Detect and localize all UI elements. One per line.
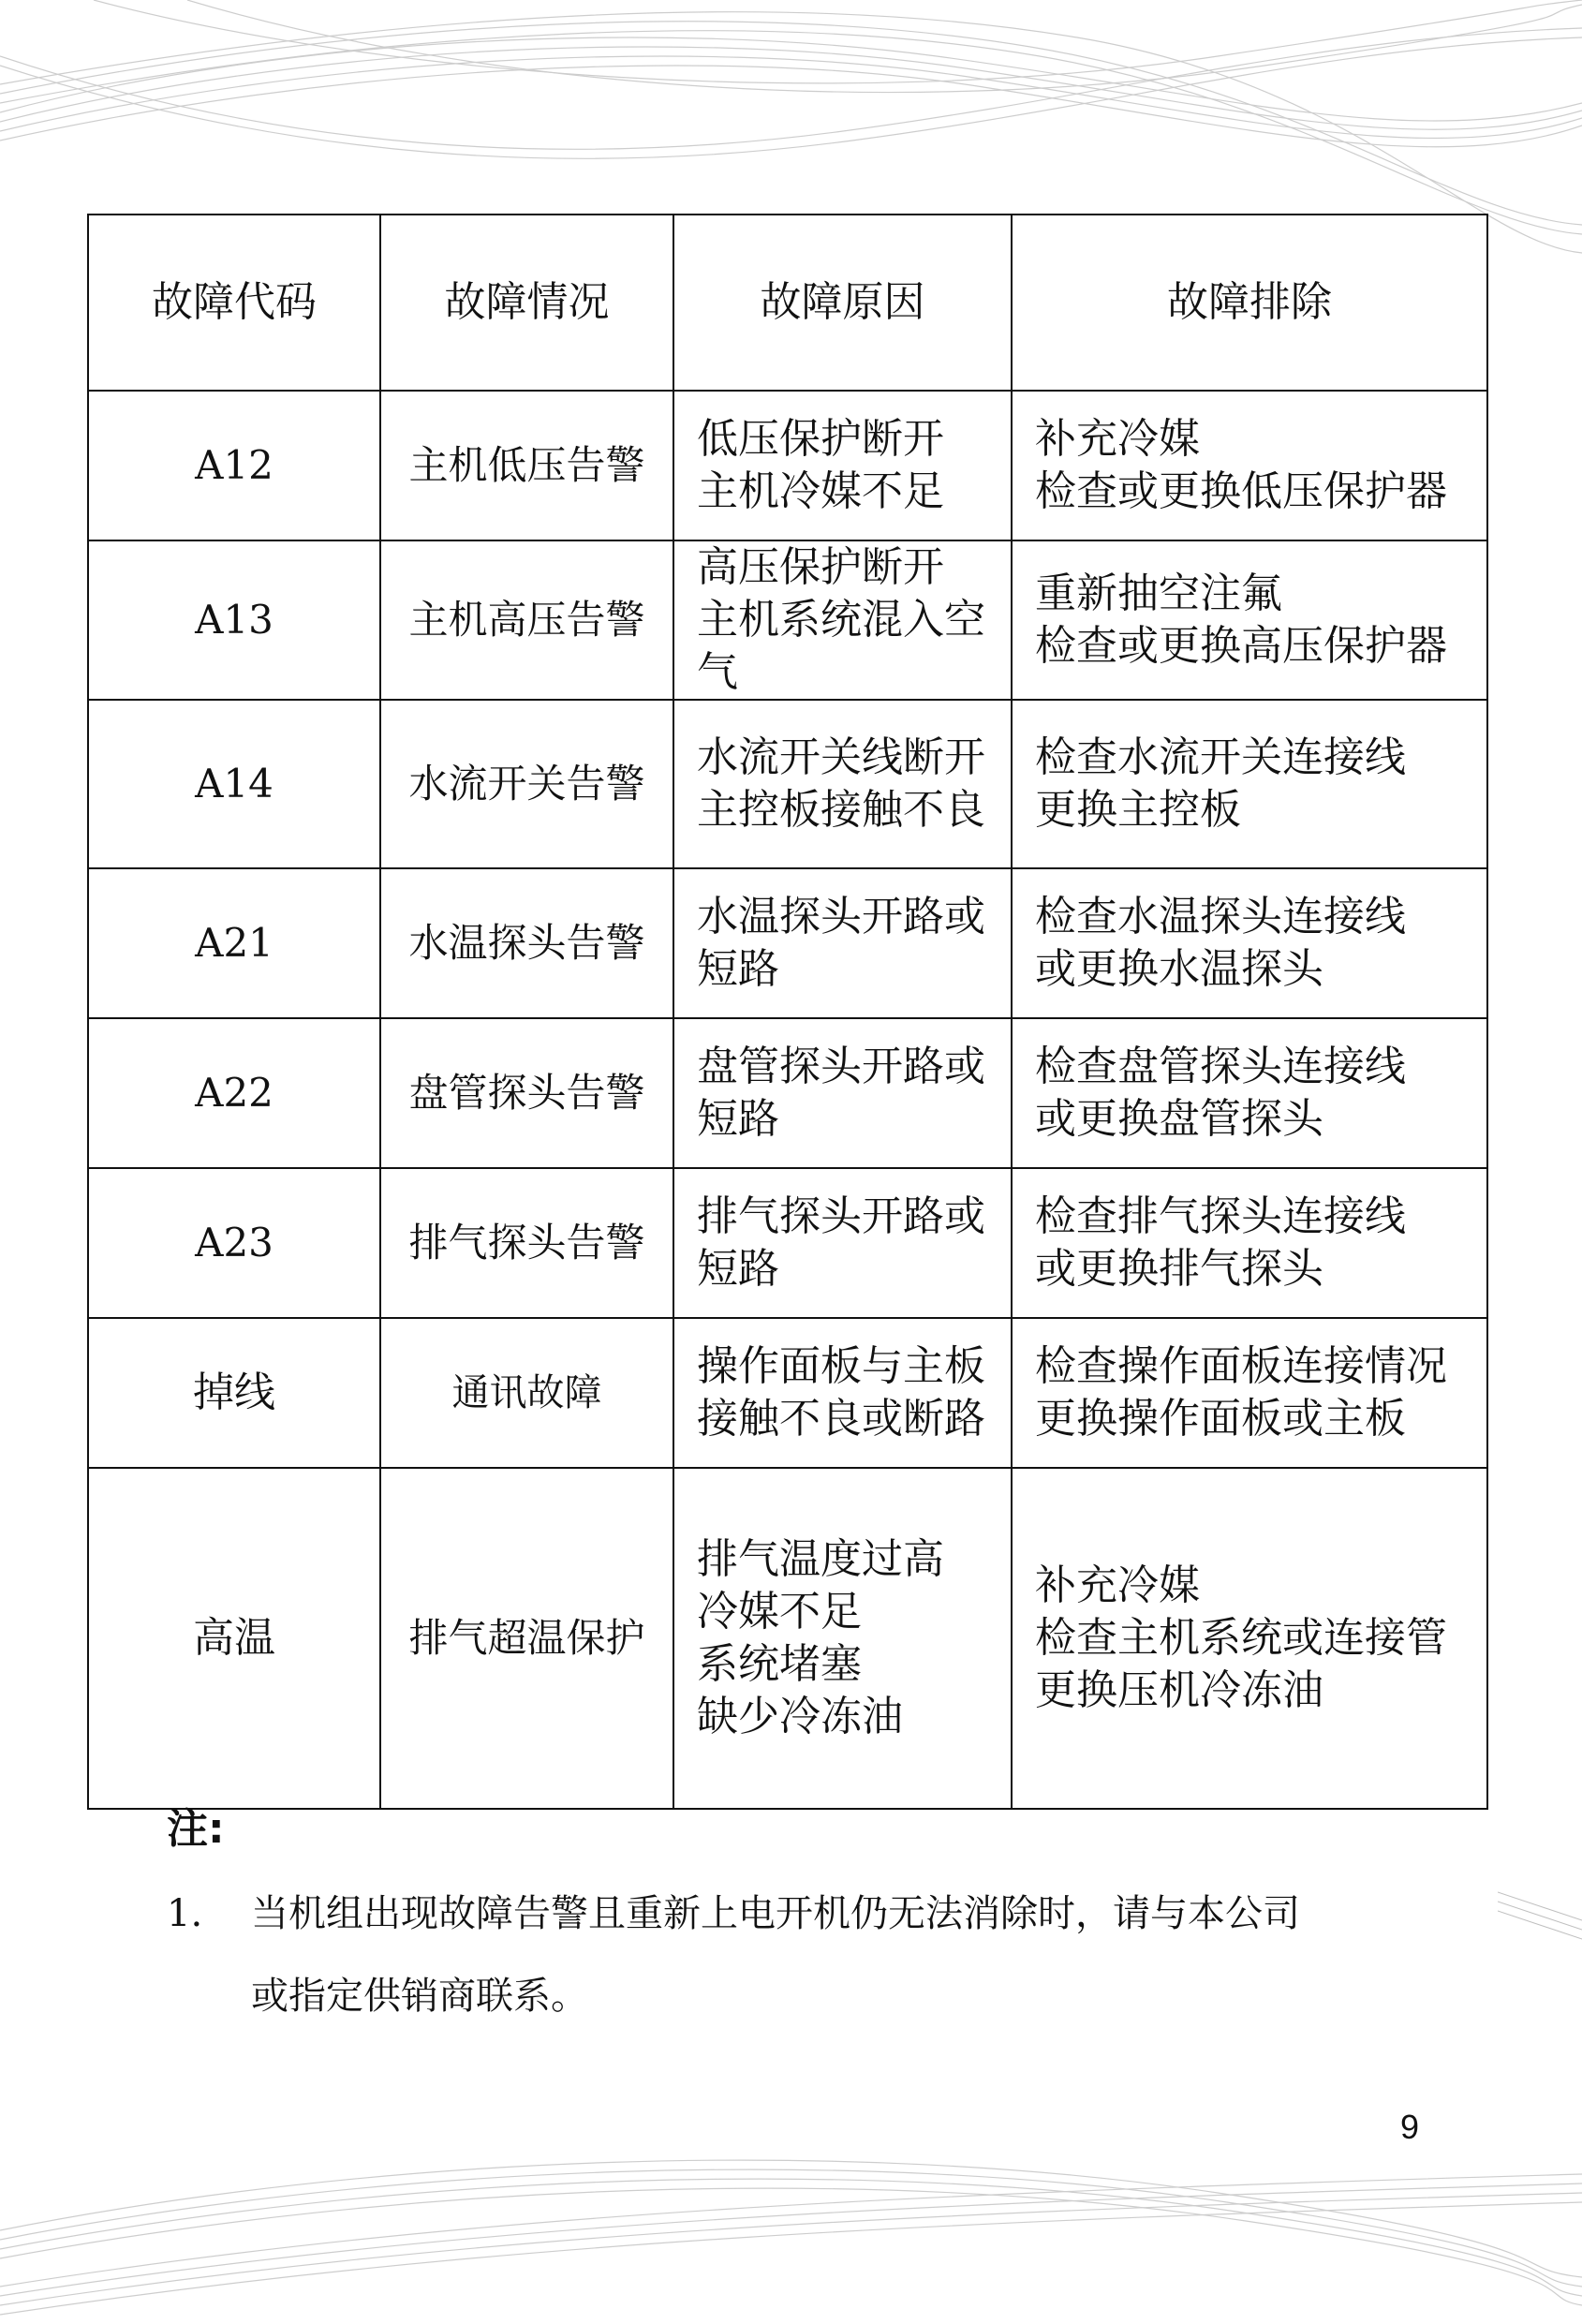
note-line: 当机组出现故障告警且重新上电开机仍无法消除时，请与本公司 bbox=[251, 1892, 1300, 1935]
fix-line: 检查或更换低压保护器 bbox=[1035, 467, 1447, 515]
table-row bbox=[88, 1318, 1487, 1468]
fault-fix bbox=[1012, 868, 1487, 1018]
cause-line: 短路 bbox=[697, 945, 779, 993]
cause-line: 短路 bbox=[697, 1245, 779, 1293]
cause-line: 排气温度过高 bbox=[697, 1535, 944, 1583]
fault-condition: 主机高压告警 bbox=[380, 540, 673, 700]
table-row bbox=[88, 391, 1487, 540]
fix-line: 检查操作面板连接情况 bbox=[1035, 1342, 1447, 1390]
cause-line: 高压保护断开 bbox=[697, 543, 944, 591]
fault-cause bbox=[673, 1168, 1012, 1318]
fault-fix bbox=[1012, 1018, 1487, 1168]
fault-code: A12 bbox=[88, 391, 380, 540]
notes-section bbox=[167, 1803, 1431, 2037]
notes-title: 注: bbox=[167, 1805, 225, 1853]
header-fault-cause: 故障原因 bbox=[673, 215, 1012, 391]
note-item bbox=[167, 1873, 1431, 2037]
cause-line: 主机冷媒不足 bbox=[697, 467, 944, 515]
fault-code: A23 bbox=[88, 1168, 380, 1318]
fault-table bbox=[87, 214, 1488, 1810]
note-line: 或指定供销商联系。 bbox=[251, 1975, 588, 2018]
fix-line: 重新抽空注氟 bbox=[1035, 570, 1282, 617]
decorative-lines-right bbox=[1498, 1855, 1582, 1995]
header-fault-condition: 故障情况 bbox=[380, 215, 673, 391]
fault-cause bbox=[673, 868, 1012, 1018]
cause-line: 缺少冷冻油 bbox=[697, 1693, 903, 1740]
cause-line: 系统堵塞 bbox=[697, 1640, 862, 1688]
fault-code: 高温 bbox=[88, 1468, 380, 1809]
cause-line: 操作面板与主板 bbox=[697, 1342, 985, 1390]
fix-line: 或更换盘管探头 bbox=[1035, 1095, 1323, 1143]
fix-line: 检查水温探头连接线 bbox=[1035, 893, 1406, 940]
fault-code: A13 bbox=[88, 540, 380, 700]
fault-condition: 主机低压告警 bbox=[380, 391, 673, 540]
table-row bbox=[88, 1168, 1487, 1318]
cause-line: 短路 bbox=[697, 1095, 779, 1143]
fix-line: 或更换排气探头 bbox=[1035, 1245, 1323, 1293]
fix-line: 补充冷媒 bbox=[1035, 415, 1200, 463]
decorative-wave-bottom bbox=[0, 2118, 1582, 2324]
table-row bbox=[88, 1018, 1487, 1168]
fix-line: 更换主控板 bbox=[1035, 786, 1241, 834]
table-row bbox=[88, 868, 1487, 1018]
fault-fix bbox=[1012, 1468, 1487, 1809]
fault-cause bbox=[673, 1018, 1012, 1168]
fault-cause bbox=[673, 391, 1012, 540]
fault-cause bbox=[673, 540, 1012, 700]
cause-line: 水温探头开路或 bbox=[697, 893, 985, 940]
page-number: 9 bbox=[1399, 2108, 1420, 2146]
fault-cause bbox=[673, 1318, 1012, 1468]
cause-line: 低压保护断开 bbox=[697, 415, 944, 463]
table-row bbox=[88, 540, 1487, 700]
fault-condition: 盘管探头告警 bbox=[380, 1018, 673, 1168]
fault-condition: 水流开关告警 bbox=[380, 700, 673, 868]
fault-code: A14 bbox=[88, 700, 380, 868]
fault-condition: 排气超温保护 bbox=[380, 1468, 673, 1809]
fault-condition: 水温探头告警 bbox=[380, 868, 673, 1018]
fault-cause bbox=[673, 1468, 1012, 1809]
fix-line: 检查主机系统或连接管 bbox=[1035, 1614, 1447, 1662]
table-header-row bbox=[88, 215, 1487, 391]
table-row bbox=[88, 700, 1487, 868]
cause-line: 冷媒不足 bbox=[697, 1588, 862, 1636]
fix-line: 更换压机冷冻油 bbox=[1035, 1666, 1323, 1714]
fix-line: 或更换水温探头 bbox=[1035, 945, 1323, 993]
cause-line: 水流开关线断开 bbox=[697, 733, 985, 781]
cause-line: 主控板接触不良 bbox=[697, 786, 985, 834]
fix-line: 补充冷媒 bbox=[1035, 1562, 1200, 1609]
fault-cause bbox=[673, 700, 1012, 868]
fault-fix bbox=[1012, 540, 1487, 700]
cause-line: 排气探头开路或 bbox=[697, 1192, 985, 1240]
fault-condition: 通讯故障 bbox=[380, 1318, 673, 1468]
cause-line: 接触不良或断路 bbox=[697, 1395, 985, 1443]
fault-code: A22 bbox=[88, 1018, 380, 1168]
fault-condition: 排气探头告警 bbox=[380, 1168, 673, 1318]
fix-line: 更换操作面板或主板 bbox=[1035, 1395, 1406, 1443]
cause-line: 主机系统混入空气 bbox=[697, 596, 985, 696]
fault-fix bbox=[1012, 700, 1487, 868]
note-number: 1. bbox=[167, 1892, 203, 1935]
table-row bbox=[88, 1468, 1487, 1809]
fix-line: 检查水流开关连接线 bbox=[1035, 733, 1406, 781]
fault-fix bbox=[1012, 1168, 1487, 1318]
cause-line: 盘管探头开路或 bbox=[697, 1043, 985, 1090]
fix-line: 检查排气探头连接线 bbox=[1035, 1192, 1406, 1240]
note-text bbox=[251, 1873, 1431, 2037]
fault-fix bbox=[1012, 391, 1487, 540]
fix-line: 检查或更换高压保护器 bbox=[1035, 622, 1447, 670]
fault-code: 掉线 bbox=[88, 1318, 380, 1468]
header-fault-code: 故障代码 bbox=[88, 215, 380, 391]
fault-code: A21 bbox=[88, 868, 380, 1018]
fault-fix bbox=[1012, 1318, 1487, 1468]
header-fault-fix: 故障排除 bbox=[1012, 215, 1487, 391]
fix-line: 检查盘管探头连接线 bbox=[1035, 1043, 1406, 1090]
